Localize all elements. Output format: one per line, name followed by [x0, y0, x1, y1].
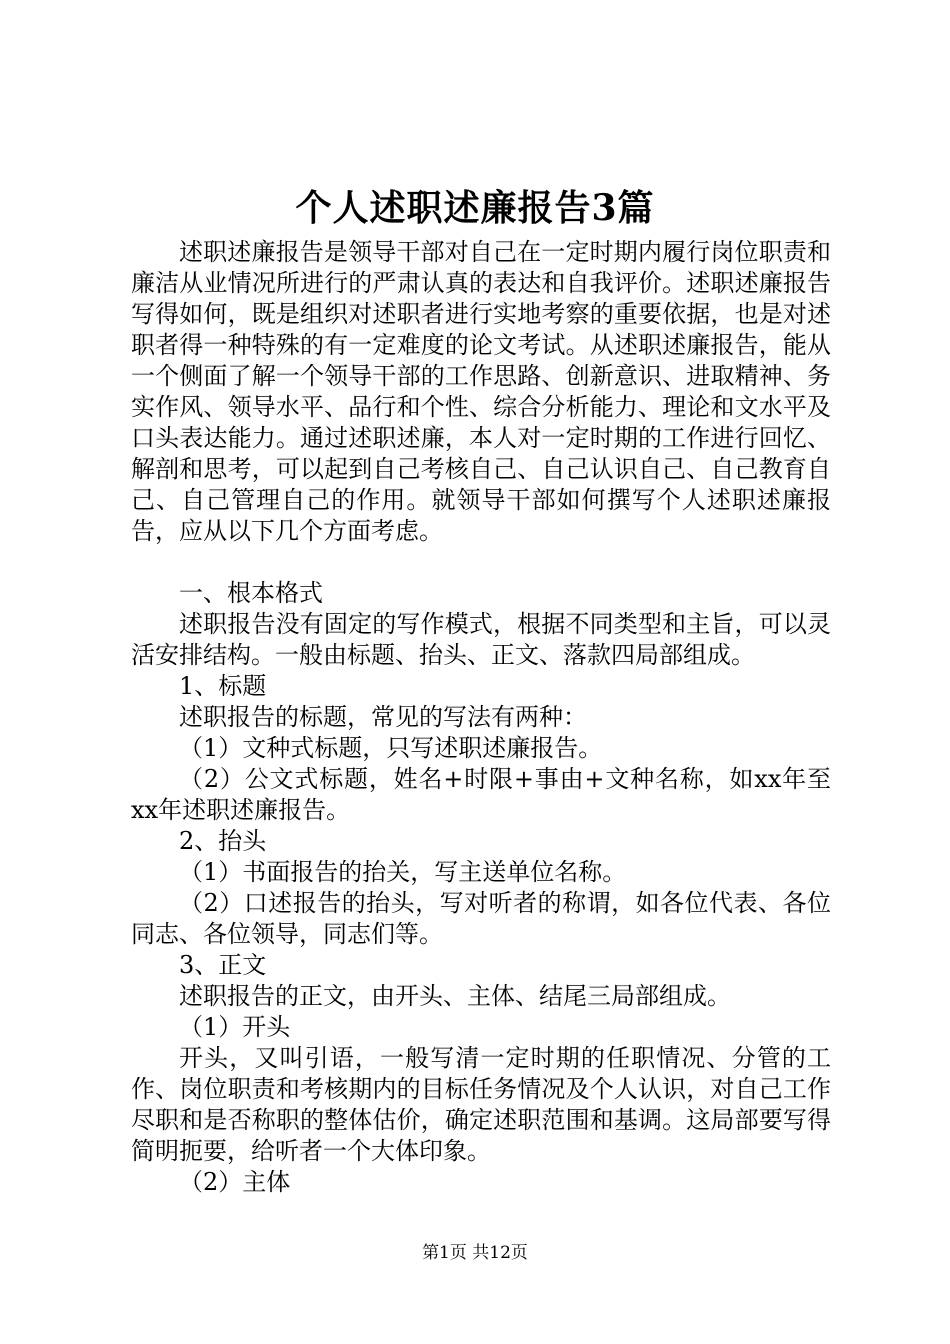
sub-item-opening-text: 开头，又叫引语，一般写清一定时期的任职情况、分管的工作、岗位职责和考核期内的目标任务情况及个人认识，对自己工作尽职和是否称职的整体估价，确定述职范围和基调。这局部要写得简明扼要，给听者一个大体印象。 [131, 1044, 831, 1165]
sub-item-opening-heading: （1）开头 [179, 1013, 291, 1041]
sub-item-title-type1: （1）文种式标题，只写述职述廉报告。 [179, 734, 603, 762]
paragraph-spacer [131, 547, 831, 578]
document-title: 个人述职述廉报告3篇 [295, 187, 655, 229]
item-heading-body: 3、正文 [179, 951, 267, 979]
sub-item-title-type2: （2）公文式标题，姓名+时限+事由+文种名称，如xx年至xx年述职述廉报告。 [131, 765, 831, 824]
sub-item-header-oral: （2）口述报告的抬头，写对听者的称谓，如各位代表、各位同志、各位领导，同志们等。 [131, 889, 831, 948]
item-heading-title: 1、标题 [179, 672, 267, 700]
item-paragraph-title: 述职报告的标题，常见的写法有两种： [179, 703, 587, 731]
item-heading-header: 2、抬头 [179, 827, 267, 855]
document-body [131, 237, 831, 1198]
item-paragraph-body: 述职报告的正文，由开头、主体、结尾三局部组成。 [179, 982, 731, 1010]
section-heading-format: 一、根本格式 [179, 579, 323, 607]
page-number: 第1页 共12页 [422, 1243, 528, 1263]
section-paragraph-format: 述职报告没有固定的写作模式，根据不同类型和主旨，可以灵活安排结构。一般由标题、抬头、正文、落款四局部组成。 [131, 610, 831, 669]
sub-item-header-written: （1）书面报告的抬关，写主送单位名称。 [179, 858, 627, 886]
sub-item-main-heading: （2）主体 [179, 1168, 291, 1196]
intro-paragraph: 述职述廉报告是领导干部对自己在一定时期内履行岗位职责和廉洁从业情况所进行的严肃认真的表达和自我评价。述职述廉报告写得如何，既是组织对述职者进行实地考察的重要依据，也是对述职者得一种特殊的有一定难度的论文考试。从述职述廉报告，能从一个侧面了解一个领导干部的工作思路、创新意识、进取精神、务实作风、领导水平、品行和个性、综合分析能力、理论和文水平及口头表达能力。通过述职述廉，本人对一定时期的工作进行回忆、解剖和思考，可以起到自己考核自己、自己认识自己、自己教育自己、自己管理自己的作用。就领导干部如何撰写个人述职述廉报告，应从以下几个方面考虑。 [131, 238, 831, 545]
